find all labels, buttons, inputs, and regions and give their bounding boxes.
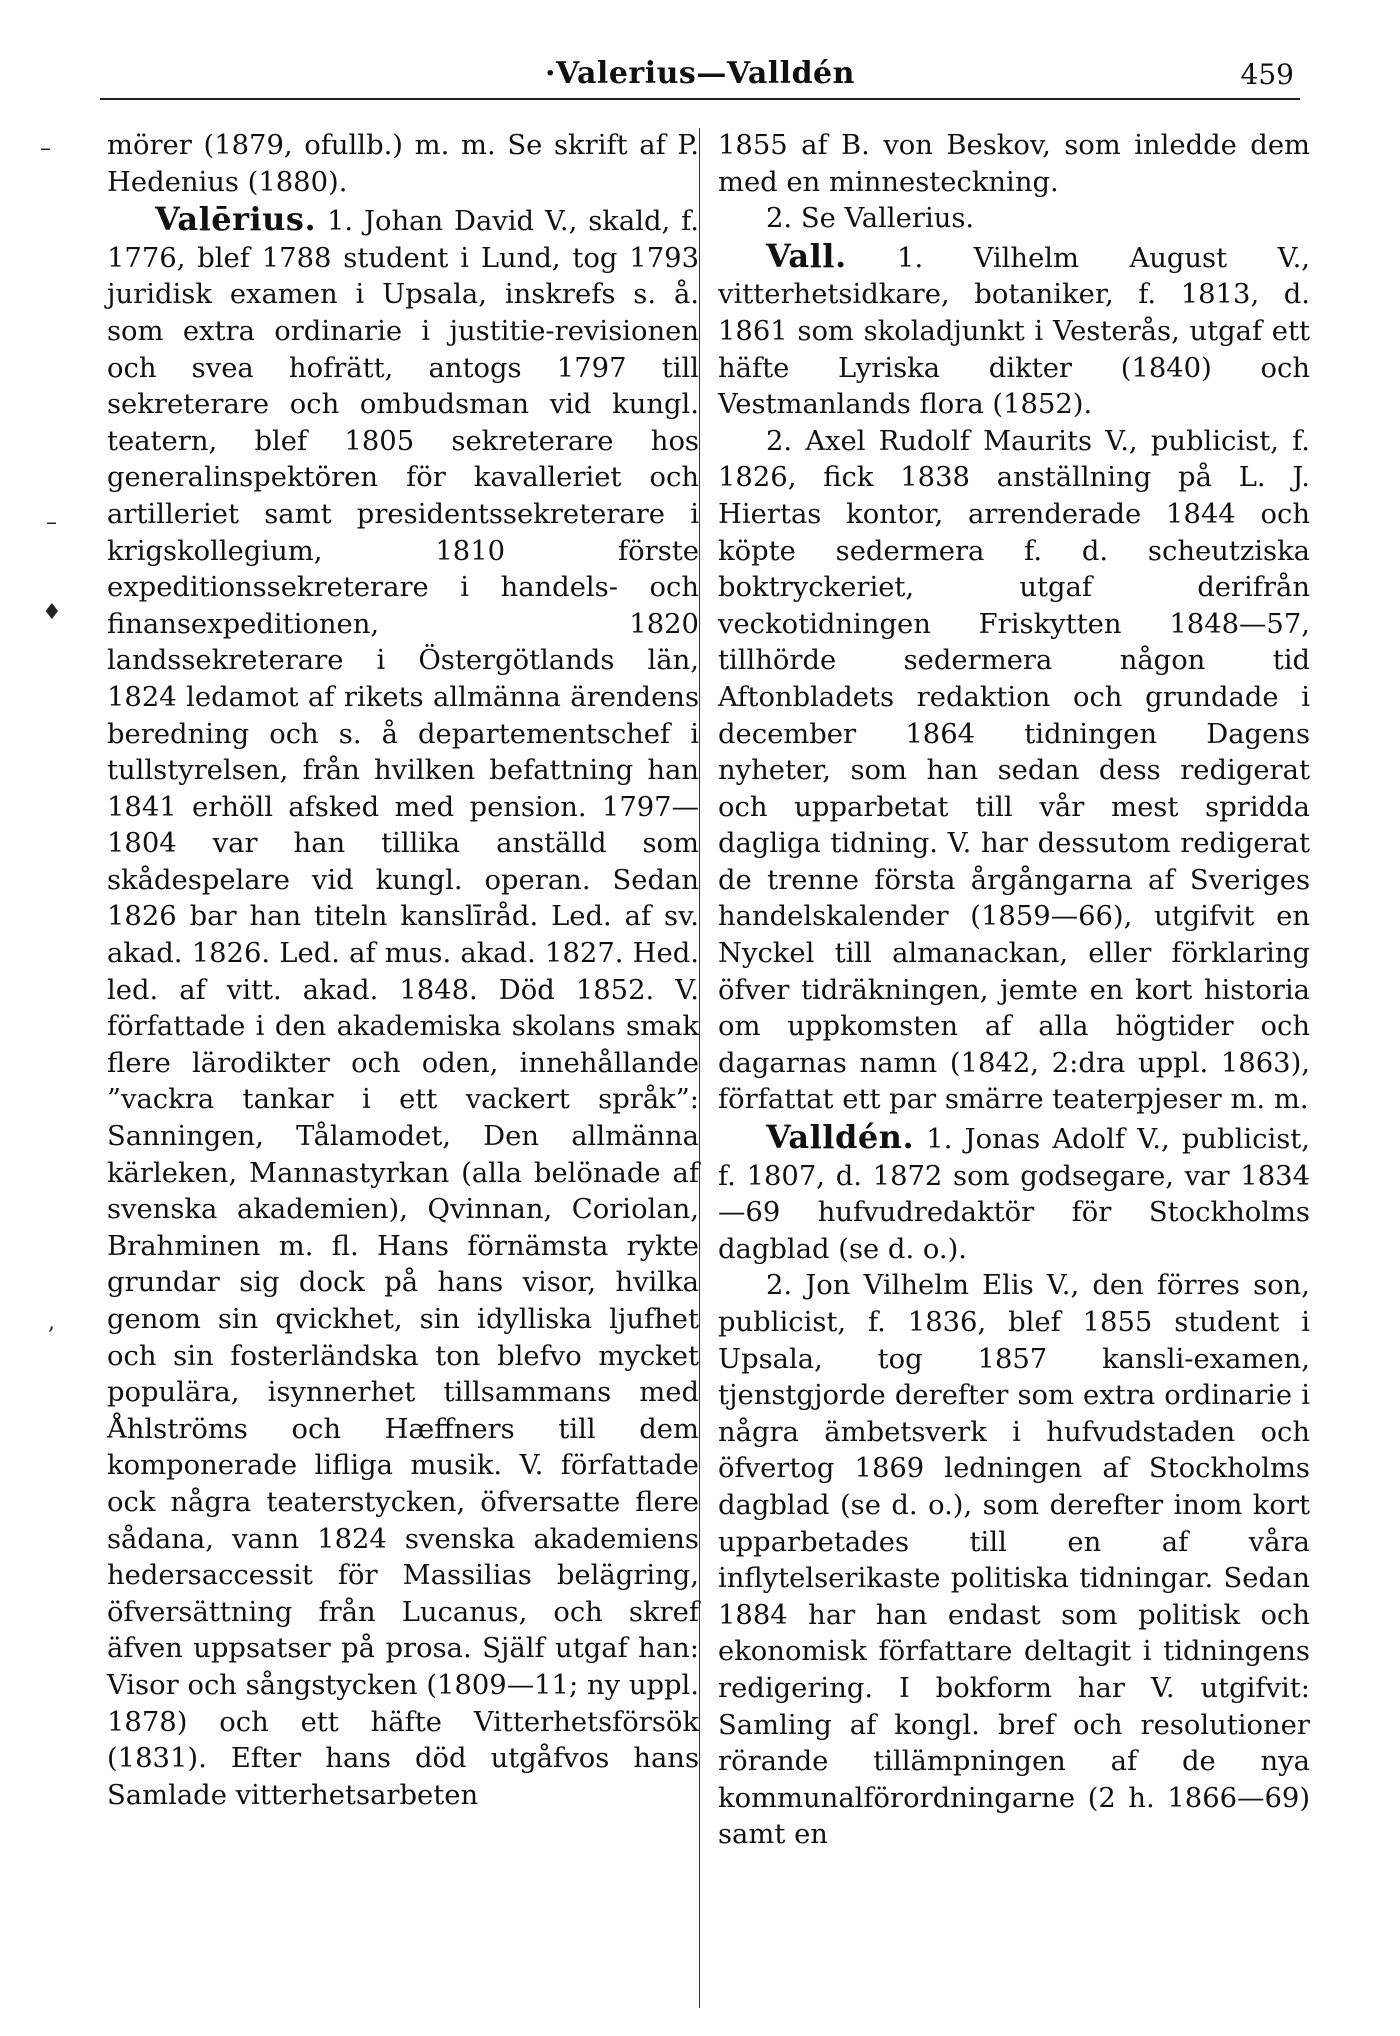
- margin-mark: ♦: [42, 600, 62, 625]
- header-rule: [100, 98, 1300, 100]
- headword-vallden: Valldén.: [766, 1118, 915, 1157]
- entry-vallden: [718, 1119, 1310, 1268]
- column-divider: [699, 128, 700, 2008]
- entry-continuation: 1855 af B. von Beskov, som inledde dem med en minnesteckning.: [718, 130, 1310, 198]
- entry-valerius: [107, 201, 699, 1814]
- right-column: [718, 128, 1310, 1854]
- page-header: [100, 50, 1300, 102]
- entry-valerius-text: 1. Johan David V., skald, f. 1776, blef 1788 student i Lund, tog 1793 juridisk examen i Upsala, inskrefs s. å. som extra ordinarie i justitie-revisionen och svea hofrätt, antogs 1797 till sekreterare och ombudsman vid kungl. teatern, blef 1805 sekreterare hos generalinspektören för kavalleriet och artilleriet samt presidentssekreterare i krigskollegium, 1810 förste expeditionssekreterare i handels- och finansexpeditionen, 1820 landssekreterare i Östergötlands län, 1824 ledamot af rikets allmänna ärendens beredning och s. å departementschef i tullstyrelsen, från hvilken befattning han 1841 erhöll afsked med pension. 1797—1804 var han tillika anställd som skådespelare vid kungl. operan. Sedan 1826 bar han titeln kanslīråd. Led. af sv. akad. 1826. Led. af mus. akad. 1827. Hed. led. af vitt. akad. 1848. Död 1852. V. författade i den akademiska skolans smak flere lärodikter och oden, innehållande ”vackra tankar i ett vackert språk”: Sanningen, Tålamodet, Den allmänna kärleken, Mannastyrkan (alla belönade af svenska akademien), Qvinnan, Coriolan, Brahminen m. fl. Hans förnämsta rykte grundar sig dock på hans visor, hvilka genom sin qvickhet, sin idylliska ljufhet och sin fosterländska ton blefvo mycket populära, isynnerhet tillsammans med Åhlströms och Hæffners till dem komponerade lifliga musik. V. författade ock några teaterstycken, öfversatte flere sådana, vann 1824 svenska akademiens hedersaccessit för Massilias belägring, öfversättning från Lucanus, och skref äfven uppsatser på prosa. Själf utgaf han: Visor och sångstycken (1809—11; ny uppl. 1878) och ett häfte Vitterhetsförsök (1831). Efter hans död utgåfvos hans Samlade vitterhetsarbeten: [107, 206, 699, 1811]
- entry-continuation: mörer (1879, ofullb.) m. m. Se skrift af P. Hedenius (1880).: [107, 130, 699, 198]
- margin-mark: –: [46, 510, 57, 535]
- page-number: 459: [1240, 58, 1294, 91]
- margin-mark: –: [40, 136, 51, 161]
- entry-vall: [718, 238, 1310, 424]
- entry-vallden-text: 1. Jonas Adolf V., publicist, f. 1807, d. 1872 som godsegare, var 1834—69 hufvudredaktör för Stockholms dagblad (se d. o.).: [718, 1124, 1310, 1265]
- entry-vallden-2: 2. Jon Vilhelm Elis V., den förres son, publicist, f. 1836, blef 1855 student i Upsala, tog 1857 kansli-examen, tjenstgjorde derefter som extra ordinarie i några ämbetsverk i hufvudstaden och öfvertog 1869 ledningen af Stockholms dagblad (se d. o.), som derefter inom kort upparbetades till en af våra inflytelserikaste politiska tidningar. Sedan 1884 har han endast som politisk och ekonomisk författare deltagit i tidningens redigering. I bokform har V. utgifvit: Samling af kongl. bref och resolutioner rörande tillämpningen af de nya kommunalförordningarne (2 h. 1866—69) samt en: [718, 1270, 1310, 1851]
- running-title: ·Valerius—Valldén: [545, 56, 855, 91]
- left-column: [107, 128, 699, 1814]
- margin-mark: ,: [48, 1310, 55, 1335]
- entry-valerius-2: 2. Se Vallerius.: [766, 203, 975, 235]
- entry-vall-text: 1. Vilhelm August V., vitterhetsidkare, botaniker, f. 1813, d. 1861 som skoladjunkt i Vesterås, utgaf ett häfte Lyriska dikter (1840) och Vestmanlands flora (1852).: [718, 242, 1310, 421]
- headword-vall: Vall.: [766, 236, 847, 275]
- headword-valerius: Valērius.: [155, 200, 317, 239]
- entry-vall-2: 2. Axel Rudolf Maurits V., publicist, f. 1826, fick 1838 anställning på L. J. Hiertas kontor, arrenderade 1844 och köpte sedermera f. d. scheutziska boktryckeriet, utgaf derifrån veckotidningen Friskytten 1848—57, tillhörde sedermera någon tid Aftonbladets redaktion och grundade i december 1864 tidningen Dagens nyheter, som han sedan dess redigerat och upparbetat till vår mest spridda dagliga tidning. V. har dessutom redigerat de trenne första årgångarna af Sveriges handelskalender (1859—66), utgifvit en Nyckel till almanackan, eller förklaring öfver tidräkningen, jemte en kort historia om uppkomsten af alla högtider och dagarnas namn (1842, 2:dra uppl. 1863), författat ett par smärre teaterpjeser m. m.: [718, 425, 1310, 1116]
